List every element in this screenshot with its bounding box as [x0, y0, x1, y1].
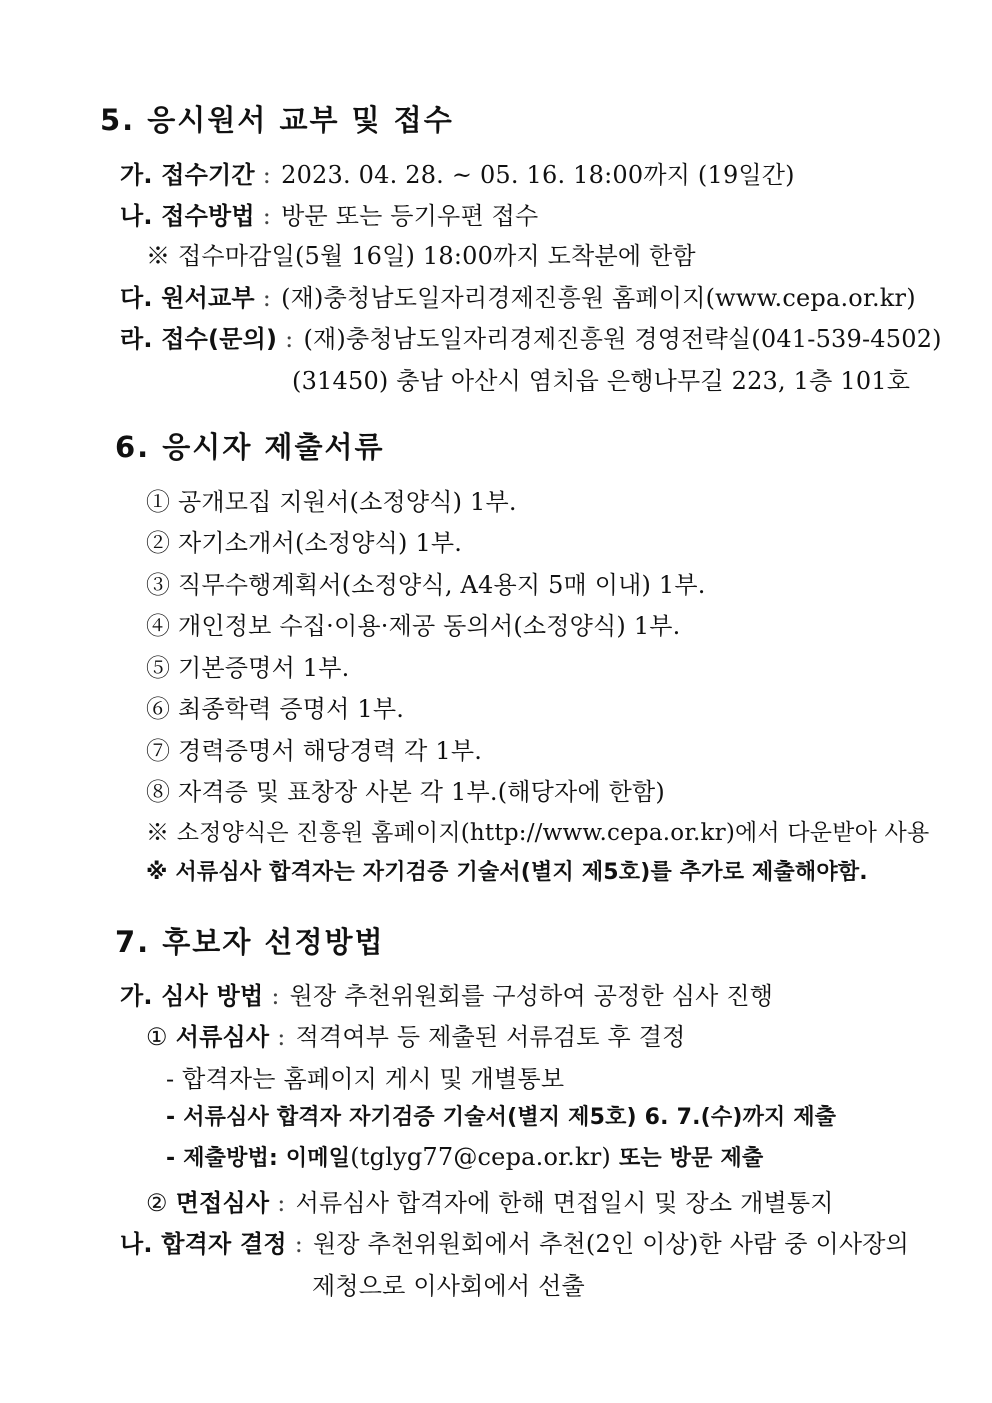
- s7-review-method: 가. 심사 방법 : 원장 추천위원회를 구성하여 공정한 심사 진행: [120, 982, 774, 1010]
- section-6-title: 6. 응시자 제출서류: [115, 430, 385, 464]
- s6-item-7: ⑦ 경력증명서 해당경력 각 1부.: [146, 737, 483, 765]
- s5-na-label: 나. 접수방법: [120, 202, 255, 230]
- s6-item-8: ⑧ 자격증 및 표창장 사본 각 1부.(해당자에 한함): [146, 778, 665, 806]
- s7-na-label: 나. 합격자 결정: [120, 1230, 287, 1258]
- s5-deadline-note: ※ 접수마감일(5월 16일) 18:00까지 도착분에 한함: [146, 242, 696, 270]
- s5-da-value: (재)충청남도일자리경제진흥원 홈페이지(www.cepa.or.kr): [281, 284, 916, 312]
- section-5-title: 5. 응시원서 교부 및 접수: [100, 103, 454, 137]
- s7-detail-1: - 합격자는 홈페이지 게시 및 개별통보: [166, 1065, 565, 1093]
- s5-form-distribution: 다. 원서교부 : (재)충청남도일자리경제진흥원 홈페이지(www.cepa.or.kr): [120, 284, 916, 312]
- s7-step1-num: ①: [146, 1023, 168, 1051]
- section-7-title: 7. 후보자 선정방법: [115, 925, 385, 959]
- s6-note-selfcheck: ※ 서류심사 합격자는 자기검증 기술서(별지 제5호)를 추가로 제출해야함.: [146, 860, 868, 885]
- s6-item-2: ② 자기소개서(소정양식) 1부.: [146, 529, 463, 557]
- s5-ra-label: 라. 접수(문의): [120, 325, 278, 353]
- s7-step2-num: ②: [146, 1189, 168, 1217]
- s5-ra-value: (재)충청남도일자리경제진흥원 경영전략실(041-539-4502): [303, 325, 942, 353]
- s7-final-decision-cont: 제청으로 이사회에서 선출: [312, 1272, 585, 1300]
- s6-item-1: ① 공개모집 지원서(소정양식) 1부.: [146, 488, 517, 516]
- s7-ga-label: 가. 심사 방법: [120, 982, 264, 1010]
- s5-inquiry: 라. 접수(문의) : (재)충청남도일자리경제진흥원 경영전략실(041-539-4502): [120, 325, 942, 353]
- s7-na-value: 원장 추천위원회에서 추천(2인 이상)한 사람 중 이사장의: [313, 1230, 910, 1258]
- s7-d3-email: (tglyg77@cepa.or.kr): [350, 1143, 611, 1171]
- s6-item-6: ⑥ 최종학력 증명서 1부.: [146, 695, 405, 723]
- s7-ga-value: 원장 추천위원회를 구성하여 공정한 심사 진행: [289, 982, 774, 1010]
- s5-reception-period: 가. 접수기간 : 2023. 04. 28. ~ 05. 16. 18:00까지 (19일간): [120, 161, 795, 189]
- s5-da-label: 다. 원서교부: [120, 284, 255, 312]
- s6-item-4: ④ 개인정보 수집·이용·제공 동의서(소정양식) 1부.: [146, 612, 681, 640]
- s7-step1-value: 적격여부 등 제출된 서류검토 후 결정: [295, 1023, 686, 1051]
- s5-reception-method: 나. 접수방법 : 방문 또는 등기우편 접수: [120, 202, 539, 230]
- s5-na-value: 방문 또는 등기우편 접수: [281, 202, 539, 230]
- s7-document-review: ① 서류심사 : 적격여부 등 제출된 서류검토 후 결정: [146, 1023, 686, 1051]
- s5-ga-value: 2023. 04. 28. ~ 05. 16. 18:00까지 (19일간): [281, 161, 795, 189]
- s7-interview-review: ② 면접심사 : 서류심사 합격자에 한해 면접일시 및 장소 개별통지: [146, 1189, 834, 1217]
- s6-item-5: ⑤ 기본증명서 1부.: [146, 654, 350, 682]
- s6-note-forms: ※ 소정양식은 진흥원 홈페이지(http://www.cepa.or.kr)에서 다운받아 사용: [146, 820, 930, 846]
- s7-detail-3: [166, 1141, 763, 1172]
- s6-item-3: ③ 직무수행계획서(소정양식, A4용지 5매 이내) 1부.: [146, 571, 706, 599]
- s7-detail-2: - 서류심사 합격자 자기검증 기술서(별지 제5호) 6. 7.(수)까지 제출: [166, 1105, 837, 1130]
- s5-ga-label: 가. 접수기간: [120, 161, 255, 189]
- s7-final-decision: 나. 합격자 결정 : 원장 추천위원회에서 추천(2인 이상)한 사람 중 이사장의: [120, 1230, 910, 1258]
- s7-d3-prefix: - 제출방법: 이메일: [166, 1146, 351, 1171]
- s7-step2-value: 서류심사 합격자에 한해 면접일시 및 장소 개별통지: [295, 1189, 834, 1217]
- s7-d3-suffix: 또는 방문 제출: [618, 1146, 764, 1171]
- s7-step2-label: 면접심사: [175, 1189, 270, 1217]
- s7-step1-label: 서류심사: [175, 1023, 270, 1051]
- s5-address: (31450) 충남 아산시 염치읍 은행나무길 223, 1층 101호: [292, 367, 911, 395]
